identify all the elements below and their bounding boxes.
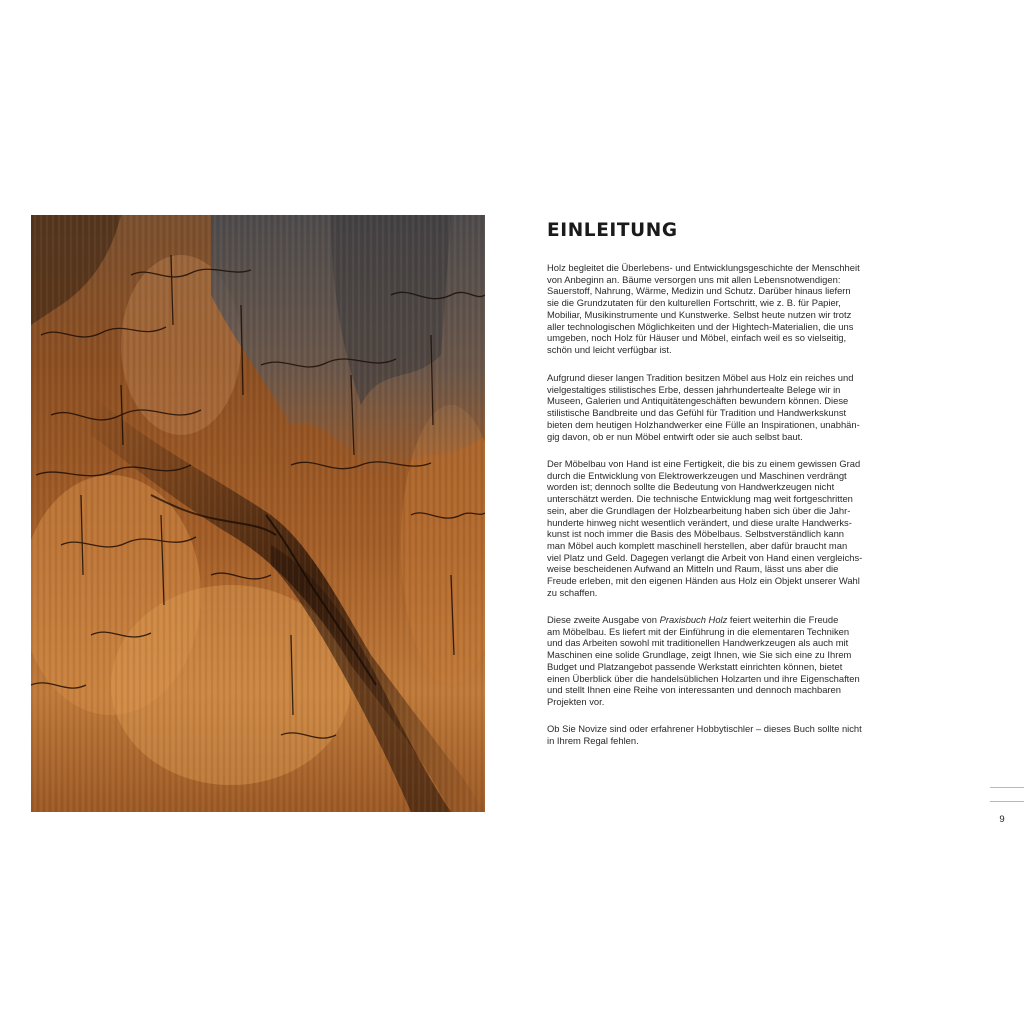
- text-line: man Möbel auch komplett maschinell herstellen, aber dafür braucht man: [547, 539, 848, 551]
- chapter-title: EINLEITUNG: [547, 220, 678, 241]
- text-line: stilistische Bandbreite und das Gefühl für Tradition und Handwerkskunst: [547, 407, 847, 419]
- text-line: hunderte hinweg nicht wesentlich verändert, und diese uralte Handwerks-: [547, 516, 852, 528]
- text-line: einen Überblick über die handelsüblichen Holzarten und ihre Eigenschaften: [547, 672, 860, 684]
- text-line: in Ihrem Regal fehlen.: [547, 734, 639, 746]
- text-line: Aufgrund dieser langen Tradition besitzen Möbel aus Holz ein reiches und: [547, 372, 854, 383]
- text-line: aller technologischen Möglichkeiten und der Hightech-Materialien, die uns: [547, 320, 854, 332]
- text-line: Mobiliar, Musikinstrumente und Kunstwerke. Selbst heute nutzen wir trotz: [547, 308, 852, 320]
- text-line: Projekten vor.: [547, 695, 605, 707]
- text-line: Maschinen eine solide Grundlage, zeigt Ihnen, wie Sie sich eine zu Ihrem: [547, 649, 852, 661]
- text-line: und stellt Ihnen eine Reihe von interessanten und dennoch machbaren: [547, 684, 841, 696]
- paragraph-1: [547, 262, 860, 356]
- wood-texture-photo: [31, 215, 485, 812]
- paragraph-3: [547, 458, 863, 598]
- text-line: unterschätzt werden. Die technische Entwicklung mag weit fortgeschritten: [547, 493, 853, 505]
- text-line: schön und leicht verfügbar ist.: [547, 343, 672, 355]
- text-line: und das Arbeiten sowohl mit traditionellen Handwerkzeugen als auch mit: [547, 637, 849, 649]
- text-line: kunst ist noch immer die Basis des Möbelbaus. Selbstverständlich kann: [547, 528, 845, 540]
- paragraph-2: [547, 372, 860, 442]
- text-line: bieten dem heutigen Holzhandwerker eine Fülle an Inspirationen, unabhän-: [547, 418, 860, 430]
- text-line: Museen, Galerien und Antiquitätengeschäften bewundern können. Diese: [547, 395, 849, 407]
- text-run: Diese zweite Ausgabe von: [547, 614, 660, 625]
- text-line: Ob Sie Novize sind oder erfahrener Hobbytischler – dieses Buch sollte nicht: [547, 723, 862, 734]
- text-line: Der Möbelbau von Hand ist eine Fertigkeit, die bis zu einem gewissen Grad: [547, 458, 861, 469]
- text-line: Holz begleitet die Überlebens- und Entwicklungsgeschichte der Menschheit: [547, 262, 860, 273]
- text-line: sie die Grundzutaten für den kulturellen Fortschritt, wie z. B. für Papier,: [547, 297, 841, 309]
- paragraph-4: [547, 614, 860, 708]
- text-line: von Anbeginn an. Bäume versorgen uns mit allen Lebensnotwendigen:: [547, 273, 841, 285]
- book-title: Praxisbuch Holz: [659, 614, 728, 625]
- text-line: sein, aber die Grundlagen der Holzbearbeitung haben sich über die Jahr-: [547, 504, 851, 516]
- text-line: viel Platz und Geld. Dagegen verlangt die Arbeit von Hand einen vergleichs-: [547, 551, 863, 563]
- footer-rule-bottom: [990, 801, 1024, 802]
- page-number: 9: [999, 814, 1005, 825]
- text-line: am Möbelbau. Es liefert mit der Einführung in die elementaren Techniken: [547, 625, 850, 637]
- text-line: gig davon, ob er nun Möbel entwirft oder sie auch selbst baut.: [547, 430, 803, 442]
- text-line: [547, 614, 847, 626]
- text-line: zu schaffen.: [547, 586, 598, 598]
- text-line: Freude erleben, mit den eigenen Händen aus Holz ein Objekt unserer Wahl: [547, 575, 860, 587]
- text-line: vielgestaltiges stilistisches Erbe, dessen jahrhundertealte Belege wir in: [547, 383, 841, 395]
- text-line: Budget und Platzangebot passende Werkstatt einrichten können, bietet: [547, 660, 843, 672]
- footer-rule-top: [990, 787, 1024, 788]
- paragraph-5: [547, 723, 862, 746]
- weathered-wood-texture-icon: [31, 215, 485, 812]
- text-run: feiert weiterhin die Freude: [727, 614, 839, 625]
- text-line: weise bescheidenen Aufwand an Mitteln und Raum, lässt uns aber die: [547, 563, 839, 575]
- text-line: durch die Entwicklung von Elektrowerkzeugen und Maschinen verdrängt: [547, 469, 847, 481]
- text-line: Sauerstoff, Nahrung, Wärme, Medizin und Schutz. Darüber hinaus liefern: [547, 285, 851, 297]
- text-line: worden ist; dennoch sollte die Bedeutung von Handwerkzeugen nicht: [547, 481, 835, 493]
- text-line: umgeben, noch Holz für Häuser und Möbel, einfach weil es so vielseitig,: [547, 332, 847, 344]
